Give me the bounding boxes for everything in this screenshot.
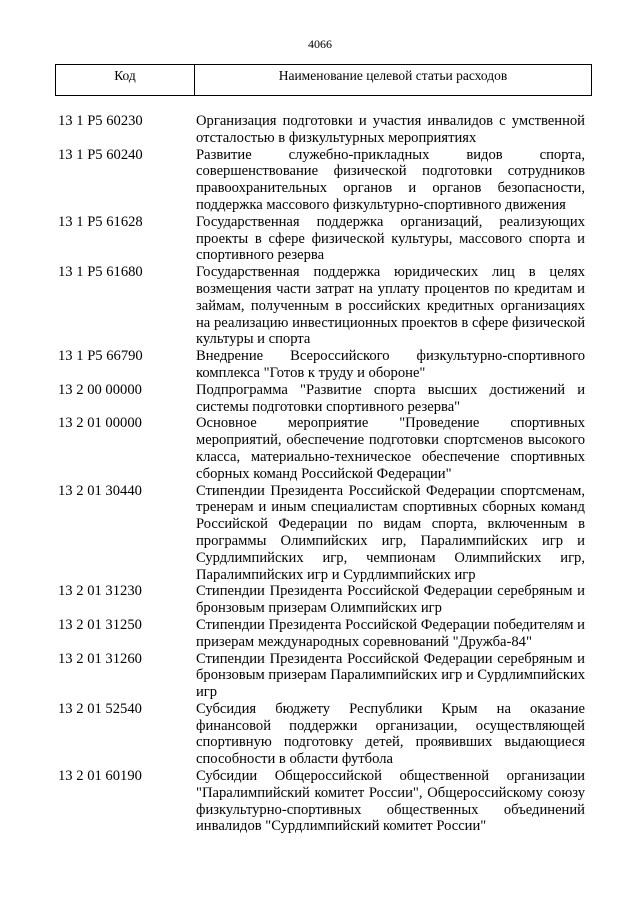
name-line: призерам международных соревнований "Дружба-84": [196, 633, 532, 650]
name-line: Стипендии Президента Российской Федерации серебряным и: [196, 583, 585, 600]
table-header: [55, 64, 592, 96]
name-line: системы подготовки спортивного резерва": [196, 398, 461, 415]
name-line: Паралимпийских игр и Сурдлимпийских игр: [196, 566, 476, 583]
target-article-name: [196, 483, 585, 584]
name-line: Субсидия бюджету Республики Крым на оказание: [196, 700, 585, 717]
target-article-name: [196, 382, 585, 416]
target-article-code: 13 2 01 00000: [58, 415, 142, 432]
target-article-name: [196, 651, 585, 701]
name-line: Государственная поддержка юридических лиц в целях: [196, 264, 585, 281]
name-line: Стипендии Президента Российской Федерации серебряным и: [196, 650, 585, 667]
target-article-code: 13 1 Р5 60240: [58, 146, 143, 163]
target-article-name: [196, 264, 585, 348]
table-row: [0, 483, 640, 584]
table-row: [0, 113, 640, 147]
target-article-code: 13 2 01 60190: [58, 768, 142, 785]
name-line: Государственная поддержка организаций, реализующих: [196, 213, 585, 230]
target-article-code: 13 2 01 52540: [58, 700, 142, 717]
target-article-name: [196, 583, 585, 617]
name-line: на реализацию инвестиционных проектов в сфере физической: [196, 314, 585, 331]
name-line: Подпрограмма "Развитие спорта высших достижений и: [196, 381, 585, 398]
target-article-name: [196, 214, 585, 264]
name-line: Организация подготовки и участия инвалидов с умственной: [196, 113, 585, 129]
name-line: тренерам и иным специалистам спортивных сборных команд: [196, 499, 585, 516]
table-body: [0, 113, 640, 835]
name-line: игр: [196, 684, 218, 701]
name-line: культуры и спорта: [196, 331, 311, 348]
name-line: программы Олимпийских игр, Паралимпийских игр и: [196, 532, 585, 549]
table-row: [0, 701, 640, 768]
name-line: спортивную подготовку детей, проявивших выдающиеся: [196, 734, 585, 751]
target-article-name: [196, 701, 585, 768]
code-column-header: Код: [56, 65, 195, 95]
table-row: [0, 214, 640, 264]
table-row: [0, 348, 640, 382]
name-line: Сурдлимпийских игр, чемпионам Олимпийских игр,: [196, 549, 585, 566]
name-line: класса, материально-техническое обеспечение спортивных: [196, 448, 585, 465]
target-article-code: 13 1 Р5 60230: [58, 113, 143, 129]
table-row: [0, 382, 640, 416]
name-line: комплекса "Готов к труду и обороне": [196, 364, 426, 381]
name-line: правоохранительных органов и органов безопасности,: [196, 180, 585, 197]
name-line: возмещения части затрат на уплату процентов по кредитам и: [196, 280, 585, 297]
name-line: бронзовым призерам Паралимпийских игр и Сурдлимпийских: [196, 667, 586, 684]
page-number: 4066: [308, 37, 332, 51]
name-line: Субсидии Общероссийской общественной организации: [196, 768, 585, 785]
name-line: способности в области футбола: [196, 751, 393, 768]
target-article-code: 13 2 01 31230: [58, 583, 142, 600]
target-article-code: 13 2 01 31260: [58, 650, 142, 667]
target-article-name: [196, 617, 585, 651]
target-article-code: 13 1 Р5 61628: [58, 213, 143, 230]
name-column-header: Наименование целевой статьи расходов: [278, 68, 508, 83]
name-line: сборных команд Российской Федерации": [196, 465, 452, 482]
name-line: физкультурно-спортивных общественных объединений: [196, 801, 585, 818]
target-article-name: [196, 147, 585, 214]
name-line: "Паралимпийский комитет России", Общероссийскому союзу: [196, 784, 585, 801]
name-line: финансовой поддержки организации, осуществляющей: [196, 717, 585, 734]
target-article-name: [196, 348, 585, 382]
target-article-name: [196, 768, 585, 835]
name-line: займам, полученным в российских кредитных организациях: [196, 297, 585, 314]
target-article-code: 13 1 Р5 66790: [58, 348, 143, 365]
table-row: [0, 768, 640, 835]
name-line: Стипендии Президента Российской Федерации победителям и: [196, 616, 585, 633]
table-row: [0, 264, 640, 348]
table-row: [0, 147, 640, 214]
table-row: [0, 415, 640, 482]
name-line: поддержка массового физкультурно-спортивного движения: [196, 196, 566, 213]
name-line: бронзовым призерам Олимпийских игр: [196, 600, 442, 617]
name-line: отсталостью в физкультурных мероприятиях: [196, 129, 477, 146]
target-article-name: [196, 113, 585, 147]
name-line: спортивного резерва: [196, 247, 325, 264]
name-line: Российской Федерации по видам спорта, включенным в: [196, 516, 585, 533]
table-row: [0, 617, 640, 651]
name-line: Внедрение Всероссийского физкультурно-спортивного: [196, 348, 585, 365]
table-row: [0, 651, 640, 701]
table-row: [0, 583, 640, 617]
target-article-code: 13 2 00 00000: [58, 381, 142, 398]
name-line: Развитие служебно-прикладных видов спорта,: [196, 146, 585, 163]
target-article-code: 13 2 01 30440: [58, 482, 142, 499]
target-article-code: 13 1 Р5 61680: [58, 264, 143, 281]
target-article-code: 13 2 01 31250: [58, 616, 142, 633]
name-line: Стипендии Президента Российской Федерации спортсменам,: [196, 482, 585, 499]
name-line: проекты в сфере физической культуры, массового спорта и: [196, 230, 585, 247]
name-line: совершенствование физической подготовки сотрудников: [196, 163, 585, 180]
name-line: Основное мероприятие "Проведение спортивных: [196, 415, 585, 432]
name-line: инвалидов "Сурдлимпийский комитет России": [196, 818, 487, 835]
name-line: мероприятий, обеспечение подготовки спортсменов высокого: [196, 432, 585, 449]
target-article-name: [196, 415, 585, 482]
